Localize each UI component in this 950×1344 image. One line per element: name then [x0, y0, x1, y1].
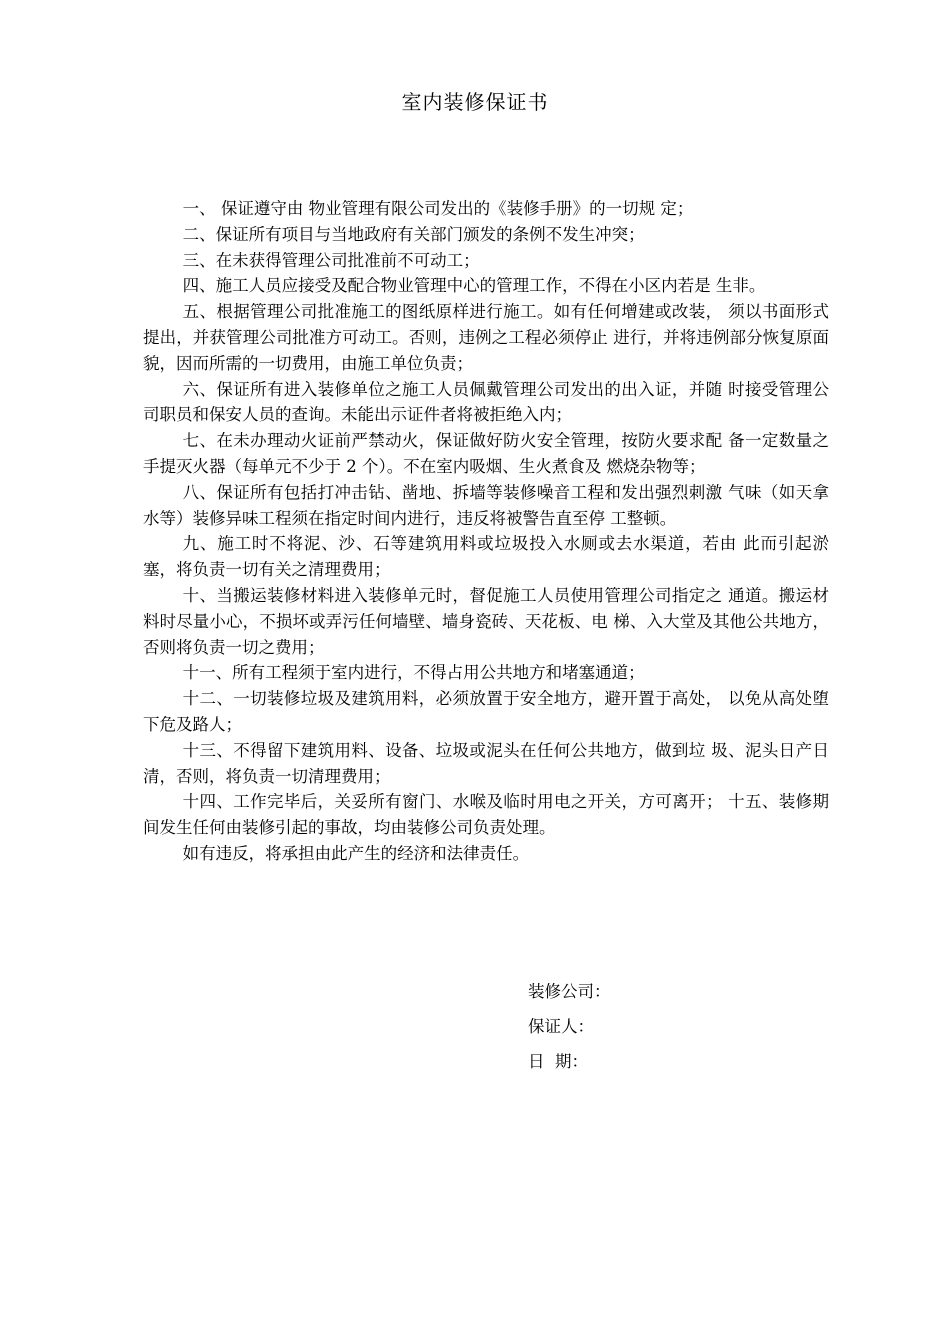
company-label: 装修公司： [528, 982, 611, 1001]
clause-5: 五、根据管理公司批准施工的图纸原样进行施工。如有任何增建或改装， 须以书面形式提出，并获管理公司批准方可动工。否则，违例之工程必须停止 进行，并将违例部分恢复原面貌，因而所需的一切费用，由施工单位负责； [143, 302, 829, 373]
clause-9: 九、施工时不将泥、沙、石等建筑用料或垃圾投入水厕或去水渠道，若由 此而引起淤塞，将负责一切有关之清理费用； [143, 534, 829, 580]
clause-7: 七、在未办理动火证前严禁动火，保证做好防火安全管理，按防火要求配 备一定数量之手提灭火器（每单元不少于 2 个）。不在室内吸烟、生火煮食及 燃烧杂物等； [143, 431, 829, 476]
signature-block [528, 980, 611, 1085]
clause-11: 十一、所有工程须于室内进行，不得占用公共地方和堵塞通道； [182, 663, 645, 683]
document-body [143, 196, 829, 867]
clause-6: 六、保证所有进入装修单位之施工人员佩戴管理公司发出的出入证，并随 时接受管理公司职员和保安人员的查询。未能出示证件者将被拒绝入内； [143, 379, 829, 425]
clause-2: 二、保证所有项目与当地政府有关部门颁发的条例不发生冲突； [182, 224, 645, 244]
clause-12: 十二、一切装修垃圾及建筑用料，必须放置于安全地方，避开置于高处， 以免从高处堕下危及路人； [143, 689, 829, 734]
clause-1: 一、 保证遵守由 物业管理有限公司发出的《装修手册》的一切规 定； [182, 199, 694, 218]
closing-statement: 如有违反，将承担由此产生的经济和法律责任。 [182, 843, 530, 863]
clause-4: 四、施工人员应接受及配合物业管理中心的管理工作，不得在小区内若是 生非。 [182, 276, 766, 296]
clause-14-15: 十四、工作完毕后，关妥所有窗门、水喉及临时用电之开关，方可离开； 十五、装修期间发生任何由装修引起的事故，均由装修公司负责处理。 [143, 792, 829, 838]
clause-3: 三、在未获得管理公司批准前不可动工； [182, 250, 480, 270]
guarantor-label: 保证人： [528, 1017, 594, 1036]
date-label: 日 期： [528, 1052, 588, 1071]
clause-8: 八、保证所有包括打冲击钻、凿地、拆墙等装修噪音工程和发出强烈刺激 气味（如天拿水等）装修异味工程须在指定时间内进行，违反将被警告直至停 工整顿。 [143, 482, 829, 528]
document-title: 室内装修保证书 [401, 90, 549, 114]
clause-10: 十、当搬运装修材料进入装修单元时，督促施工人员使用管理公司指定之 通道。搬运材料时尽量小心，不损坏或弄污任何墙壁、墙身瓷砖、天花板、电 梯、入大堂及其他公共地方，否则将负责一切之费用； [143, 585, 829, 657]
clause-13: 十三、不得留下建筑用料、设备、垃圾或泥头在任何公共地方，做到垃 圾、泥头日产日清，否则，将负责一切清理费用； [143, 740, 829, 786]
